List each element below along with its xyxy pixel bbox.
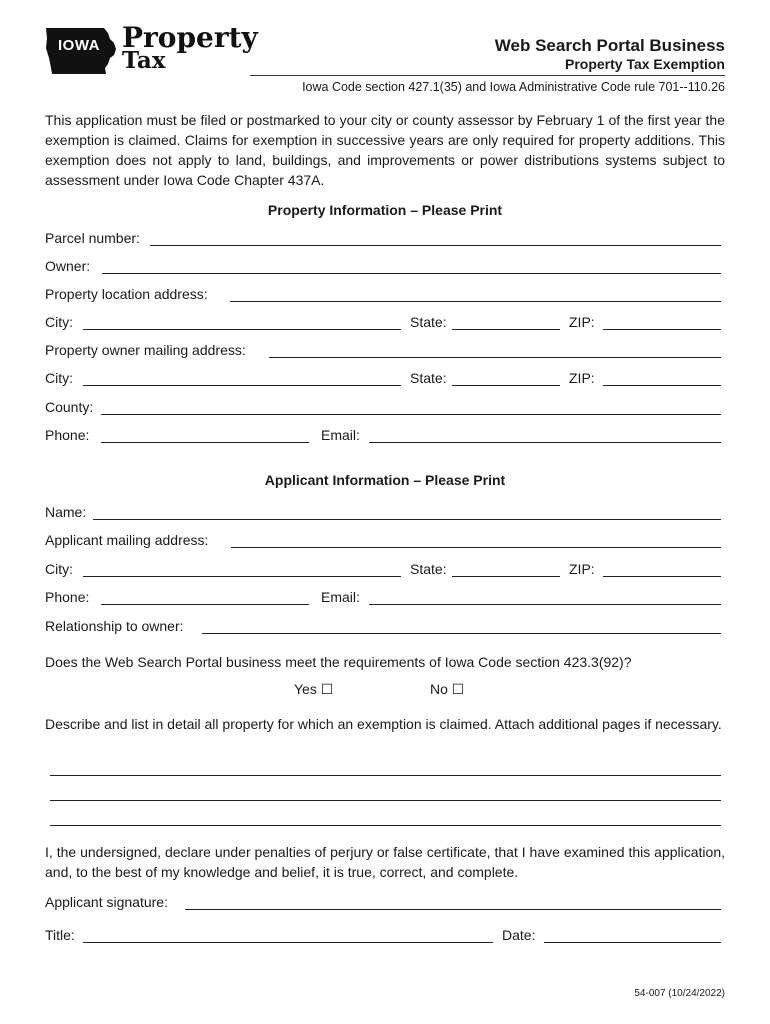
- applicant-signature-label: Applicant signature:: [45, 894, 168, 910]
- county-field[interactable]: [45, 395, 721, 415]
- date-label: Date:: [502, 927, 536, 943]
- owner-state-label: State:: [410, 370, 447, 386]
- form-title: Web Search Portal Business: [494, 36, 725, 55]
- property-location-field[interactable]: [45, 282, 721, 302]
- legal-code-reference: Iowa Code section 427.1(35) and Iowa Administrative Code rule 701--110.26: [302, 80, 725, 94]
- applicant-phone-email-row[interactable]: [45, 585, 721, 605]
- applicant-name-line[interactable]: [93, 518, 721, 520]
- logo-state-text: IOWA: [58, 37, 100, 54]
- applicant-signature-field[interactable]: [45, 890, 721, 910]
- title-label: Title:: [45, 927, 75, 943]
- property-city-state-zip-row[interactable]: [45, 310, 721, 330]
- date-line[interactable]: [544, 941, 721, 943]
- yes-checkbox[interactable]: Yes ☐: [294, 681, 334, 697]
- logo-word-property: Property: [122, 21, 258, 54]
- relationship-label: Relationship to owner:: [45, 618, 184, 634]
- owner-zip-label: ZIP:: [569, 370, 595, 386]
- title-date-row[interactable]: [45, 923, 721, 943]
- property-phone-label: Phone:: [45, 427, 90, 443]
- property-location-line[interactable]: [230, 300, 721, 302]
- declaration-paragraph: I, the undersigned, declare under penalties of perjury or false certificate, that I have examined this application, and, to the best of my knowledge and belief, it is true, correct, and complete.: [45, 844, 725, 880]
- no-checkbox[interactable]: No ☐: [430, 681, 465, 697]
- property-email-label: Email:: [321, 427, 360, 443]
- owner-city-state-zip-row[interactable]: [45, 366, 721, 386]
- applicant-section-heading: Applicant Information – Please Print: [264, 472, 506, 488]
- logo-word-tax: Tax: [122, 47, 166, 74]
- owner-mailing-field[interactable]: [45, 338, 721, 358]
- header-divider: [250, 75, 725, 76]
- applicant-zip-line[interactable]: [603, 575, 721, 577]
- property-state-label: State:: [410, 314, 447, 330]
- applicant-mailing-field[interactable]: [45, 528, 721, 548]
- describe-instructions: Describe and list in detail all property for which an exemption is claimed. Attach additional pages if necessary.: [45, 716, 722, 732]
- applicant-email-line[interactable]: [369, 603, 721, 605]
- applicant-city-line[interactable]: [83, 575, 401, 577]
- description-line-1[interactable]: [50, 775, 721, 776]
- property-zip-label: ZIP:: [569, 314, 595, 330]
- applicant-name-field[interactable]: [45, 500, 721, 520]
- description-line-3[interactable]: [50, 825, 721, 826]
- applicant-city-label: City:: [45, 561, 73, 577]
- form-number: 54-007 (10/24/2022): [634, 988, 725, 999]
- applicant-signature-line[interactable]: [185, 908, 721, 910]
- owner-city-label: City:: [45, 370, 73, 386]
- applicant-phone-label: Phone:: [45, 589, 90, 605]
- property-state-line[interactable]: [452, 328, 560, 330]
- owner-line[interactable]: [102, 272, 721, 274]
- title-line[interactable]: [83, 941, 493, 943]
- property-location-label: Property location address:: [45, 286, 208, 302]
- applicant-zip-label: ZIP:: [569, 561, 595, 577]
- property-phone-line[interactable]: [101, 441, 309, 443]
- applicant-mailing-label: Applicant mailing address:: [45, 532, 209, 548]
- parcel-number-field[interactable]: [45, 226, 721, 246]
- requirements-question: Does the Web Search Portal business meet the requirements of Iowa Code section 423.3(92)?: [45, 654, 632, 670]
- owner-mailing-line[interactable]: [269, 356, 721, 358]
- owner-state-line[interactable]: [452, 384, 560, 386]
- applicant-name-label: Name:: [45, 504, 87, 520]
- applicant-phone-line[interactable]: [101, 603, 309, 605]
- property-email-line[interactable]: [369, 441, 721, 443]
- county-label: County:: [45, 399, 94, 415]
- property-section-heading: Property Information – Please Print: [267, 202, 503, 218]
- owner-label: Owner:: [45, 258, 91, 274]
- owner-field[interactable]: [45, 254, 721, 274]
- property-city-line[interactable]: [83, 328, 401, 330]
- applicant-state-line[interactable]: [452, 575, 560, 577]
- applicant-city-state-zip-row[interactable]: [45, 557, 721, 577]
- form-subtitle: Property Tax Exemption: [564, 56, 725, 72]
- owner-mailing-label: Property owner mailing address:: [45, 342, 246, 358]
- parcel-number-line[interactable]: [150, 244, 721, 246]
- property-city-label: City:: [45, 314, 73, 330]
- applicant-state-label: State:: [410, 561, 447, 577]
- county-line[interactable]: [101, 413, 721, 415]
- owner-city-line[interactable]: [83, 384, 401, 386]
- parcel-number-label: Parcel number:: [45, 230, 140, 246]
- property-zip-line[interactable]: [603, 328, 721, 330]
- description-line-2[interactable]: [50, 800, 721, 801]
- intro-paragraph: This application must be filed or postmarked to your city or county assessor by February 1 of the first year the exemption is claimed. Claims for exemption in successive years are only required for property additions. This exemption does not apply to land, buildings, and improvements or power distributions systems subject to assessment under Iowa Code Chapter 437A.: [45, 112, 725, 188]
- relationship-field[interactable]: [45, 614, 721, 634]
- owner-zip-line[interactable]: [603, 384, 721, 386]
- applicant-mailing-line[interactable]: [231, 546, 721, 548]
- iowa-property-tax-logo: [44, 21, 258, 76]
- applicant-email-label: Email:: [321, 589, 360, 605]
- property-phone-email-row[interactable]: [45, 423, 721, 443]
- relationship-line[interactable]: [202, 632, 721, 634]
